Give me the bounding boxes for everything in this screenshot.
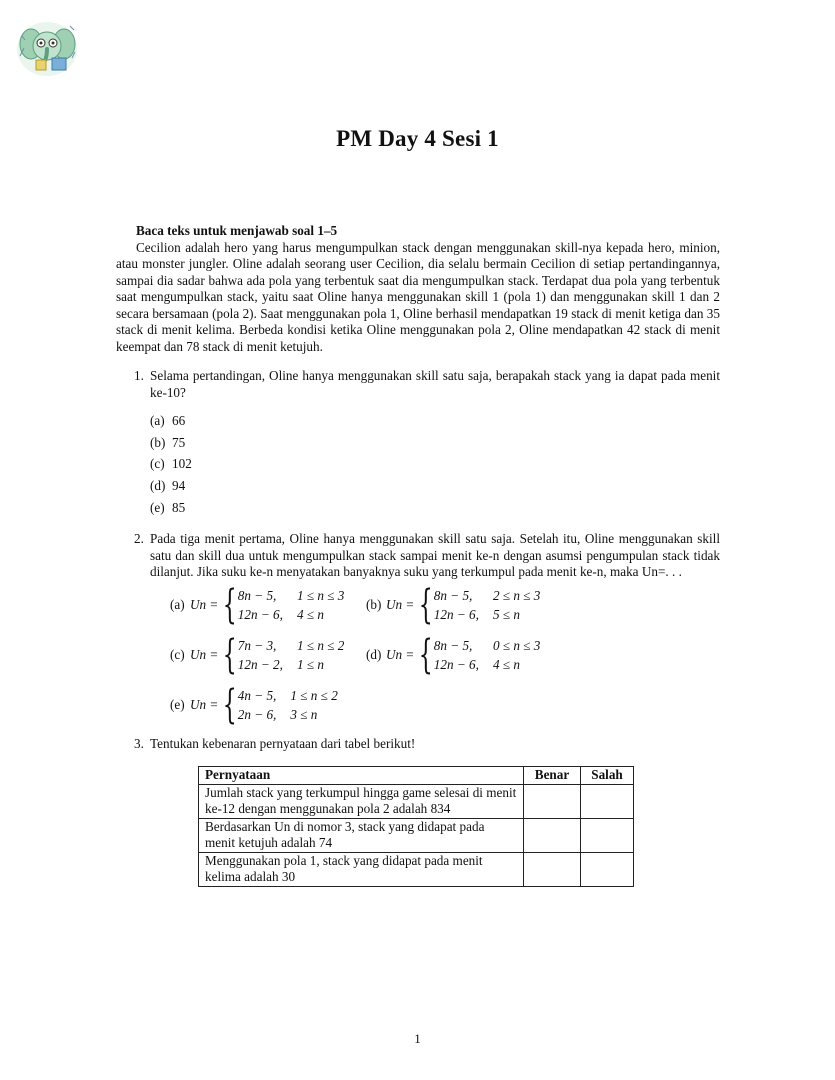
question-3-number: 3. <box>134 735 144 751</box>
option-value: 85 <box>172 499 186 515</box>
column-header: Pernyataan <box>199 767 524 785</box>
salah-cell[interactable] <box>581 784 634 818</box>
option-c[interactable] <box>150 453 720 475</box>
case-condition: 5 ≤ n <box>492 606 520 622</box>
question-1-text: Selama pertandingan, Oline hanya menggunakan skill satu saja, berapakah stack yang ia dapat pada menit ke-10? <box>150 368 720 400</box>
question-2-text: Pada tiga menit pertama, Oline hanya menggunakan skill satu saja. Setelah itu, Oline menggunakan skill satu dan skill dua untuk mengumpulkan stack sampai menit ke-n dengan asumsi pengumpulan stack tidak dilanjut. Jika suku ke-n menyatakan banyaknya suku yang terkumpul pada menit ke-n, maka Un=. . . <box>150 531 720 580</box>
case-expression: 2n − 6, <box>237 706 277 722</box>
benar-cell[interactable] <box>524 852 581 886</box>
option-label: (b) <box>366 596 382 612</box>
table-row <box>199 784 634 818</box>
left-brace-icon: { <box>223 581 238 628</box>
case-expression: 12n − 6, <box>433 606 479 622</box>
table-row <box>199 818 634 852</box>
case-expression: 7n − 3, <box>237 637 277 653</box>
question-3-text: Tentukan kebenaran pernyataan dari tabel berikut! <box>150 735 416 751</box>
table-row <box>199 852 634 886</box>
option-a[interactable] <box>170 581 366 628</box>
case-expression: 12n − 6, <box>433 656 479 672</box>
case-expression: 8n − 5, <box>237 587 277 603</box>
page-number: 1 <box>414 1031 421 1046</box>
question-1-number: 1. <box>134 368 144 383</box>
case-condition: 4 ≤ n <box>296 606 324 622</box>
column-header: Salah <box>581 767 634 785</box>
case-expression: 4n − 5, <box>237 687 277 703</box>
case-expression: 8n − 5, <box>433 587 473 603</box>
question-2 <box>116 531 720 728</box>
case-condition: 2 ≤ n ≤ 3 <box>492 587 541 603</box>
piecewise-cases <box>434 637 541 673</box>
option-value: 102 <box>172 456 192 472</box>
page-title: PM Day 4 Sesi 1 <box>336 126 499 151</box>
un-symbol: Un = <box>190 596 219 612</box>
salah-cell[interactable] <box>581 852 634 886</box>
un-symbol: Un = <box>190 646 219 662</box>
option-label: (a) <box>170 596 185 612</box>
case-condition: 3 ≤ n <box>290 706 318 722</box>
option-b[interactable] <box>150 432 720 454</box>
option-label: (e) <box>150 499 165 515</box>
case-condition: 1 ≤ n ≤ 2 <box>296 637 345 653</box>
intro-paragraph: Cecilion adalah hero yang harus mengumpulkan stack dengan menggunakan skill-nya kepada hero, minion, atau monster jungler. Oline adalah seorang user Cecilion, dia selalu bermain Cecilion di setiap pertandingannya, sampai dia sadar bahwa ada pola yang terbentuk saat dia mengumpulkan stack. Terdapat dua pola yang terbentuk saat mengumpulkan stack, yaitu saat Oline hanya menggunakan skill 1 (pola 1) dan menggunakan skill 1 dan 2 secara bersamaan (pola 2). Saat menggunakan pola 1, Oline berhasil mendapatkan 19 stack di menit ketiga dan 35 stack di menit kelima. Berbeda kondisi ketika Oline menggunakan pola 2, Oline mendapatkan 42 stack di menit keempat dan 78 stack di menit ketujuh. <box>116 239 720 354</box>
left-brace-icon: { <box>223 681 238 728</box>
case-expression: 8n − 5, <box>433 637 473 653</box>
piecewise-cases <box>434 587 541 623</box>
option-b[interactable] <box>366 581 566 628</box>
question-1 <box>116 368 720 518</box>
statement-table <box>198 766 634 887</box>
question-1-options <box>150 410 720 518</box>
left-brace-icon: { <box>419 631 434 678</box>
column-header: Benar <box>524 767 581 785</box>
option-d[interactable] <box>150 475 720 497</box>
un-symbol: Un = <box>190 696 219 712</box>
benar-cell[interactable] <box>524 784 581 818</box>
option-c[interactable] <box>170 631 366 678</box>
question-2-number: 2. <box>134 531 144 547</box>
question-2-options <box>170 581 720 728</box>
option-label: (c) <box>170 646 185 662</box>
case-expression: 12n − 2, <box>237 656 283 672</box>
case-condition: 1 ≤ n <box>296 656 324 672</box>
case-condition: 1 ≤ n ≤ 3 <box>296 587 345 603</box>
elephant-math-logo-icon <box>14 16 80 78</box>
option-label: (c) <box>150 456 165 472</box>
piecewise-cases <box>238 687 338 723</box>
option-e[interactable] <box>150 497 720 519</box>
option-label: (a) <box>150 413 165 428</box>
piecewise-cases <box>238 587 345 623</box>
left-brace-icon: { <box>419 581 434 628</box>
document-body <box>116 223 720 887</box>
option-d[interactable] <box>366 631 566 678</box>
case-expression: 12n − 6, <box>237 606 283 622</box>
table-header-row <box>199 767 634 785</box>
option-value: 94 <box>172 478 186 494</box>
case-condition: 4 ≤ n <box>492 656 520 672</box>
case-condition: 0 ≤ n ≤ 3 <box>492 637 541 653</box>
option-label: (b) <box>150 434 166 450</box>
option-label: (d) <box>366 646 382 662</box>
un-symbol: Un = <box>386 646 415 662</box>
option-label: (e) <box>170 696 185 712</box>
salah-cell[interactable] <box>581 818 634 852</box>
piecewise-cases <box>238 637 345 673</box>
un-symbol: Un = <box>386 596 415 612</box>
option-value: 66 <box>172 413 186 428</box>
statement-cell: Berdasarkan Un di nomor 3, stack yang didapat pada menit ketujuh adalah 74 <box>199 818 524 852</box>
option-value: 75 <box>172 434 186 450</box>
left-brace-icon: { <box>223 631 238 678</box>
option-e[interactable] <box>170 681 366 728</box>
option-a[interactable] <box>150 410 720 432</box>
case-condition: 1 ≤ n ≤ 2 <box>290 687 338 703</box>
question-3 <box>116 736 720 753</box>
statement-cell: Jumlah stack yang terkumpul hingga game selesai di menit ke-12 dengan menggunakan pola 2 adalah 834 <box>199 784 524 818</box>
statement-cell: Menggunakan pola 1, stack yang didapat pada menit kelima adalah 30 <box>199 852 524 886</box>
benar-cell[interactable] <box>524 818 581 852</box>
intro-heading: Baca teks untuk menjawab soal 1–5 <box>136 223 338 238</box>
option-label: (d) <box>150 478 166 494</box>
